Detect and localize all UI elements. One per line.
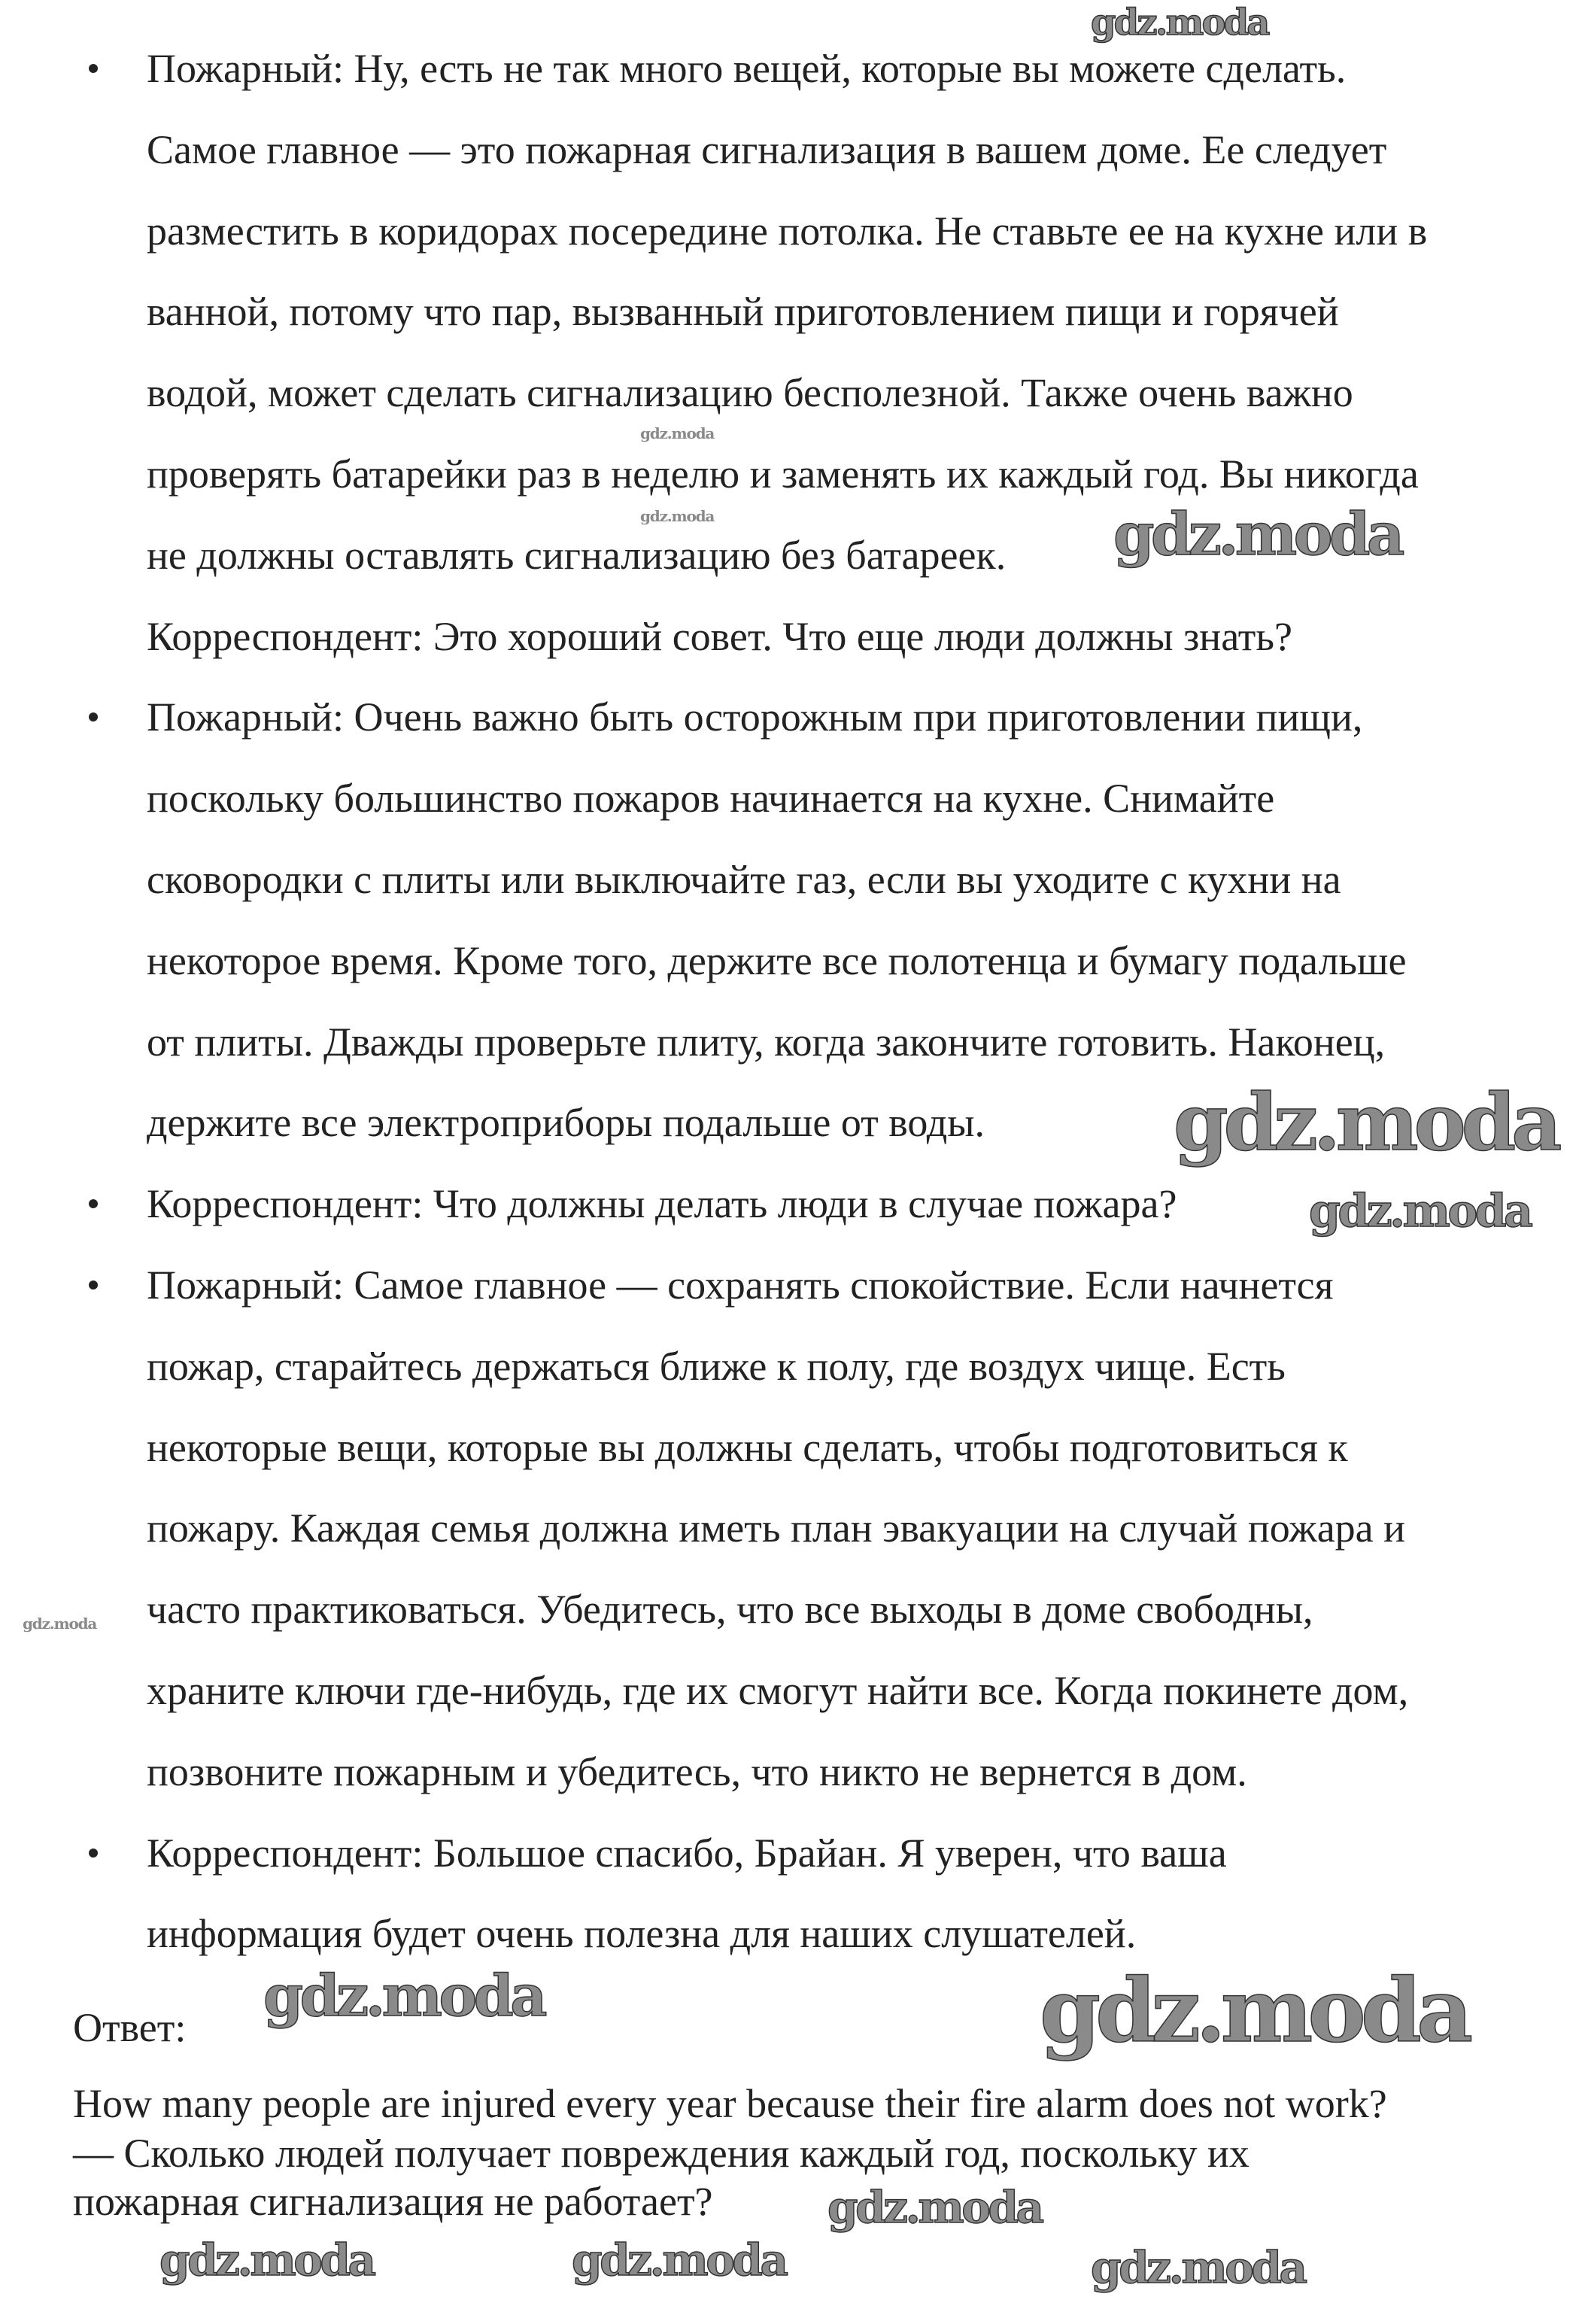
dialogue-line: разместить в коридорах посередине потолка. Не ставьте ее на кухне или в xyxy=(147,208,1428,254)
dialogue-line: часто практиковаться. Убедитесь, что все выходы в доме свободны, xyxy=(147,1587,1313,1633)
dialogue-line: водой, может сделать сигнализацию бесполезной. Также очень важно xyxy=(147,370,1353,416)
watermark: gdz.moda xyxy=(1174,1076,1558,1168)
dialogue-line: информация будет очень полезна для наших слушателей. xyxy=(147,1911,1137,1957)
dialogue-line: пожар, старайтесь держаться ближе к полу, где воздух чище. Есть xyxy=(147,1343,1286,1389)
dialogue-line: от плиты. Дважды проверьте плиту, когда закончите готовить. Наконец, xyxy=(147,1019,1386,1065)
dialogue-line: позвоните пожарным и убедитесь, что никто не вернется в дом. xyxy=(147,1748,1247,1794)
bullet-icon xyxy=(89,64,98,73)
bullet-icon xyxy=(89,1280,98,1290)
dialogue-line: держите все электроприборы подальше от воды. xyxy=(147,1100,985,1146)
watermark: gdz.moda xyxy=(159,2234,374,2286)
dialogue-line: пожару. Каждая семья должна иметь план эвакуации на случай пожара и xyxy=(147,1505,1406,1551)
watermark: gdz.moda xyxy=(1091,2,1268,44)
dialogue-line: Самое главное — это пожарная сигнализация в вашем доме. Ее следует xyxy=(147,126,1387,172)
bullet-icon xyxy=(89,1199,98,1208)
dialogue-line: храните ключи где-нибудь, где их смогут найти все. Когда покинете дом, xyxy=(147,1668,1409,1713)
dialogue-line: проверять батарейки раз в неделю и заменять их каждый год. Вы никогда xyxy=(147,451,1419,497)
dialogue-line: Корреспондент: Большое спасибо, Брайан. Я уверен, что ваша xyxy=(147,1830,1227,1876)
answer-question-en: How many people are injured every year because their fire alarm does not work? xyxy=(73,2081,1387,2126)
watermark: gdz.moda xyxy=(640,424,715,442)
answer-translation-line-1: — Сколько людей получает повреждения каждый год, поскольку их xyxy=(73,2131,1250,2176)
watermark: gdz.moda xyxy=(572,2234,786,2286)
watermark: gdz.moda xyxy=(1113,500,1401,569)
watermark: gdz.moda xyxy=(263,1962,544,2029)
bullet-icon xyxy=(89,712,98,722)
watermark: gdz.moda xyxy=(23,1615,97,1633)
answer-label: Ответ: xyxy=(73,2005,187,2050)
watermark: gdz.moda xyxy=(1309,1185,1531,1238)
dialogue-line: некоторое время. Кроме того, держите все полотенца и бумагу подальше xyxy=(147,937,1407,983)
dialogue-line: Корреспондент: Это хороший совет. Что еще люди должны знать? xyxy=(147,613,1292,659)
watermark: gdz.moda xyxy=(1091,2242,1305,2293)
dialogue-line: Пожарный: Ну, есть не так много вещей, которые вы можете сделать. xyxy=(147,46,1347,91)
watermark: gdz.moda xyxy=(1040,1960,1468,2062)
dialogue-line: Корреспондент: Что должны делать люди в случае пожара? xyxy=(147,1181,1177,1227)
dialogue-line: Пожарный: Очень важно быть осторожным при приготовлении пищи, xyxy=(147,694,1363,740)
dialogue-line: Пожарный: Самое главное — сохранять спокойствие. Если начнется xyxy=(147,1262,1334,1308)
dialogue-line: не должны оставлять сигнализацию без батареек. xyxy=(147,532,1007,578)
dialogue-line: поскольку большинство пожаров начинается на кухне. Снимайте xyxy=(147,776,1275,822)
dialogue-line: некоторые вещи, которые вы должны сделать, чтобы подготовиться к xyxy=(147,1424,1348,1470)
dialogue-line: сковородки с плиты или выключайте газ, если вы уходите с кухни на xyxy=(147,857,1341,902)
watermark: gdz.moda xyxy=(827,2182,1042,2233)
bullet-icon xyxy=(89,1849,98,1858)
dialogue-line: ванной, потому что пар, вызванный приготовлением пищи и горячей xyxy=(147,289,1339,335)
watermark: gdz.moda xyxy=(640,507,715,525)
answer-translation-line-2: пожарная сигнализация не работает? xyxy=(73,2179,713,2224)
